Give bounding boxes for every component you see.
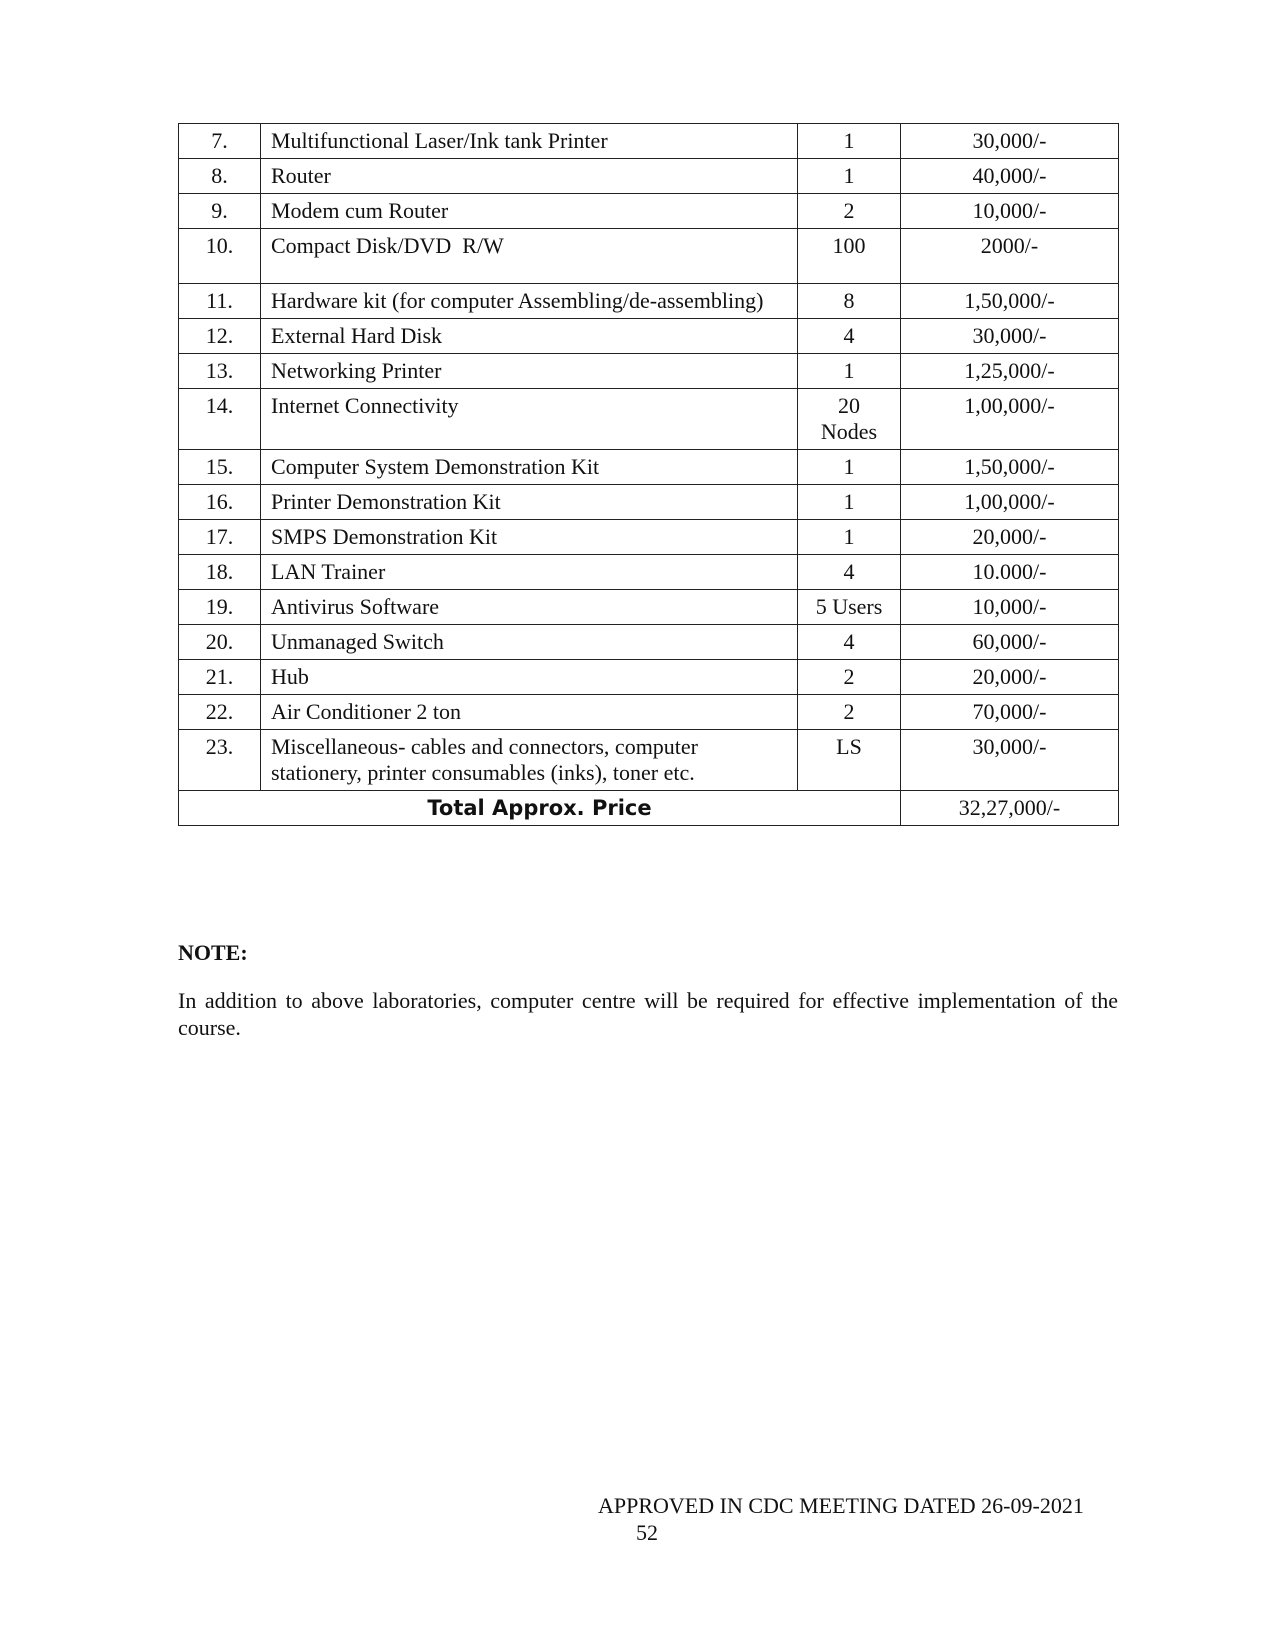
price-cell: 40,000/-	[901, 159, 1119, 194]
item-name-cell: Hardware kit (for computer Assembling/de-assembling)	[261, 284, 798, 319]
item-name-cell: Miscellaneous- cables and connectors, computer stationery, printer consumables (inks), toner etc.	[261, 730, 798, 791]
quantity-cell: 1	[798, 520, 901, 555]
item-name-cell: Printer Demonstration Kit	[261, 485, 798, 520]
total-label: Total Approx. Price	[179, 791, 901, 826]
approval-footer: APPROVED IN CDC MEETING DATED 26-09-2021	[598, 1493, 1084, 1518]
quantity-cell: 1	[798, 450, 901, 485]
serial-number-cell: 12.	[179, 319, 261, 354]
price-cell: 60,000/-	[901, 625, 1119, 660]
quantity-cell: 2	[798, 194, 901, 229]
item-name-cell: Hub	[261, 660, 798, 695]
item-name-cell: Router	[261, 159, 798, 194]
serial-number-cell: 23.	[179, 730, 261, 791]
table-row	[179, 555, 1119, 590]
quantity-cell: LS	[798, 730, 901, 791]
price-cell: 70,000/-	[901, 695, 1119, 730]
price-cell: 10,000/-	[901, 590, 1119, 625]
item-name-cell: SMPS Demonstration Kit	[261, 520, 798, 555]
price-cell: 1,50,000/-	[901, 450, 1119, 485]
note-text: In addition to above laboratories, computer centre will be required for effective implementation of the course.	[178, 988, 1118, 1040]
item-name-cell: LAN Trainer	[261, 555, 798, 590]
quantity-cell: 1	[798, 159, 901, 194]
serial-number-cell: 17.	[179, 520, 261, 555]
table-row	[179, 159, 1119, 194]
total-value: 32,27,000/-	[901, 791, 1119, 826]
serial-number-cell: 8.	[179, 159, 261, 194]
item-name-cell: Modem cum Router	[261, 194, 798, 229]
table-row	[179, 229, 1119, 284]
table-row	[179, 730, 1119, 791]
quantity-cell: 1	[798, 124, 901, 159]
item-name-cell: External Hard Disk	[261, 319, 798, 354]
table-row	[179, 485, 1119, 520]
item-name-cell: Multifunctional Laser/Ink tank Printer	[261, 124, 798, 159]
serial-number-cell: 18.	[179, 555, 261, 590]
item-name-cell: Internet Connectivity	[261, 389, 798, 450]
price-cell: 2000/-	[901, 229, 1119, 284]
item-name-cell: Air Conditioner 2 ton	[261, 695, 798, 730]
serial-number-cell: 11.	[179, 284, 261, 319]
table-row	[179, 625, 1119, 660]
quantity-cell: 2	[798, 695, 901, 730]
total-row	[179, 791, 1119, 826]
equipment-table	[178, 123, 1119, 826]
price-cell: 20,000/-	[901, 520, 1119, 555]
quantity-cell: 1	[798, 485, 901, 520]
price-cell: 1,25,000/-	[901, 354, 1119, 389]
quantity-cell: 4	[798, 555, 901, 590]
serial-number-cell: 21.	[179, 660, 261, 695]
price-cell: 10.000/-	[901, 555, 1119, 590]
price-cell: 30,000/-	[901, 319, 1119, 354]
table-row	[179, 389, 1119, 450]
quantity-cell: 20 Nodes	[798, 389, 901, 450]
item-name-cell: Antivirus Software	[261, 590, 798, 625]
quantity-cell: 4	[798, 625, 901, 660]
page-number: 52	[636, 1520, 658, 1545]
table-row	[179, 695, 1119, 730]
price-cell: 30,000/-	[901, 730, 1119, 791]
serial-number-cell: 14.	[179, 389, 261, 450]
table-row	[179, 590, 1119, 625]
table-row	[179, 194, 1119, 229]
table-row	[179, 450, 1119, 485]
serial-number-cell: 7.	[179, 124, 261, 159]
table-row	[179, 354, 1119, 389]
serial-number-cell: 16.	[179, 485, 261, 520]
item-name-cell: Unmanaged Switch	[261, 625, 798, 660]
table-row	[179, 284, 1119, 319]
quantity-cell: 8	[798, 284, 901, 319]
serial-number-cell: 20.	[179, 625, 261, 660]
quantity-cell: 5 Users	[798, 590, 901, 625]
table-row	[179, 124, 1119, 159]
table-row	[179, 660, 1119, 695]
serial-number-cell: 10.	[179, 229, 261, 284]
price-cell: 30,000/-	[901, 124, 1119, 159]
quantity-cell: 100	[798, 229, 901, 284]
table-row	[179, 520, 1119, 555]
quantity-cell: 4	[798, 319, 901, 354]
serial-number-cell: 13.	[179, 354, 261, 389]
serial-number-cell: 22.	[179, 695, 261, 730]
serial-number-cell: 15.	[179, 450, 261, 485]
price-cell: 1,00,000/-	[901, 389, 1119, 450]
price-cell: 20,000/-	[901, 660, 1119, 695]
serial-number-cell: 9.	[179, 194, 261, 229]
price-cell: 1,50,000/-	[901, 284, 1119, 319]
price-cell: 1,00,000/-	[901, 485, 1119, 520]
quantity-cell: 2	[798, 660, 901, 695]
item-name-cell: Networking Printer	[261, 354, 798, 389]
price-cell: 10,000/-	[901, 194, 1119, 229]
quantity-cell: 1	[798, 354, 901, 389]
item-name-cell: Compact Disk/DVD R/W	[261, 229, 798, 284]
table-row	[179, 319, 1119, 354]
note-heading: NOTE:	[178, 940, 248, 965]
item-name-cell: Computer System Demonstration Kit	[261, 450, 798, 485]
serial-number-cell: 19.	[179, 590, 261, 625]
